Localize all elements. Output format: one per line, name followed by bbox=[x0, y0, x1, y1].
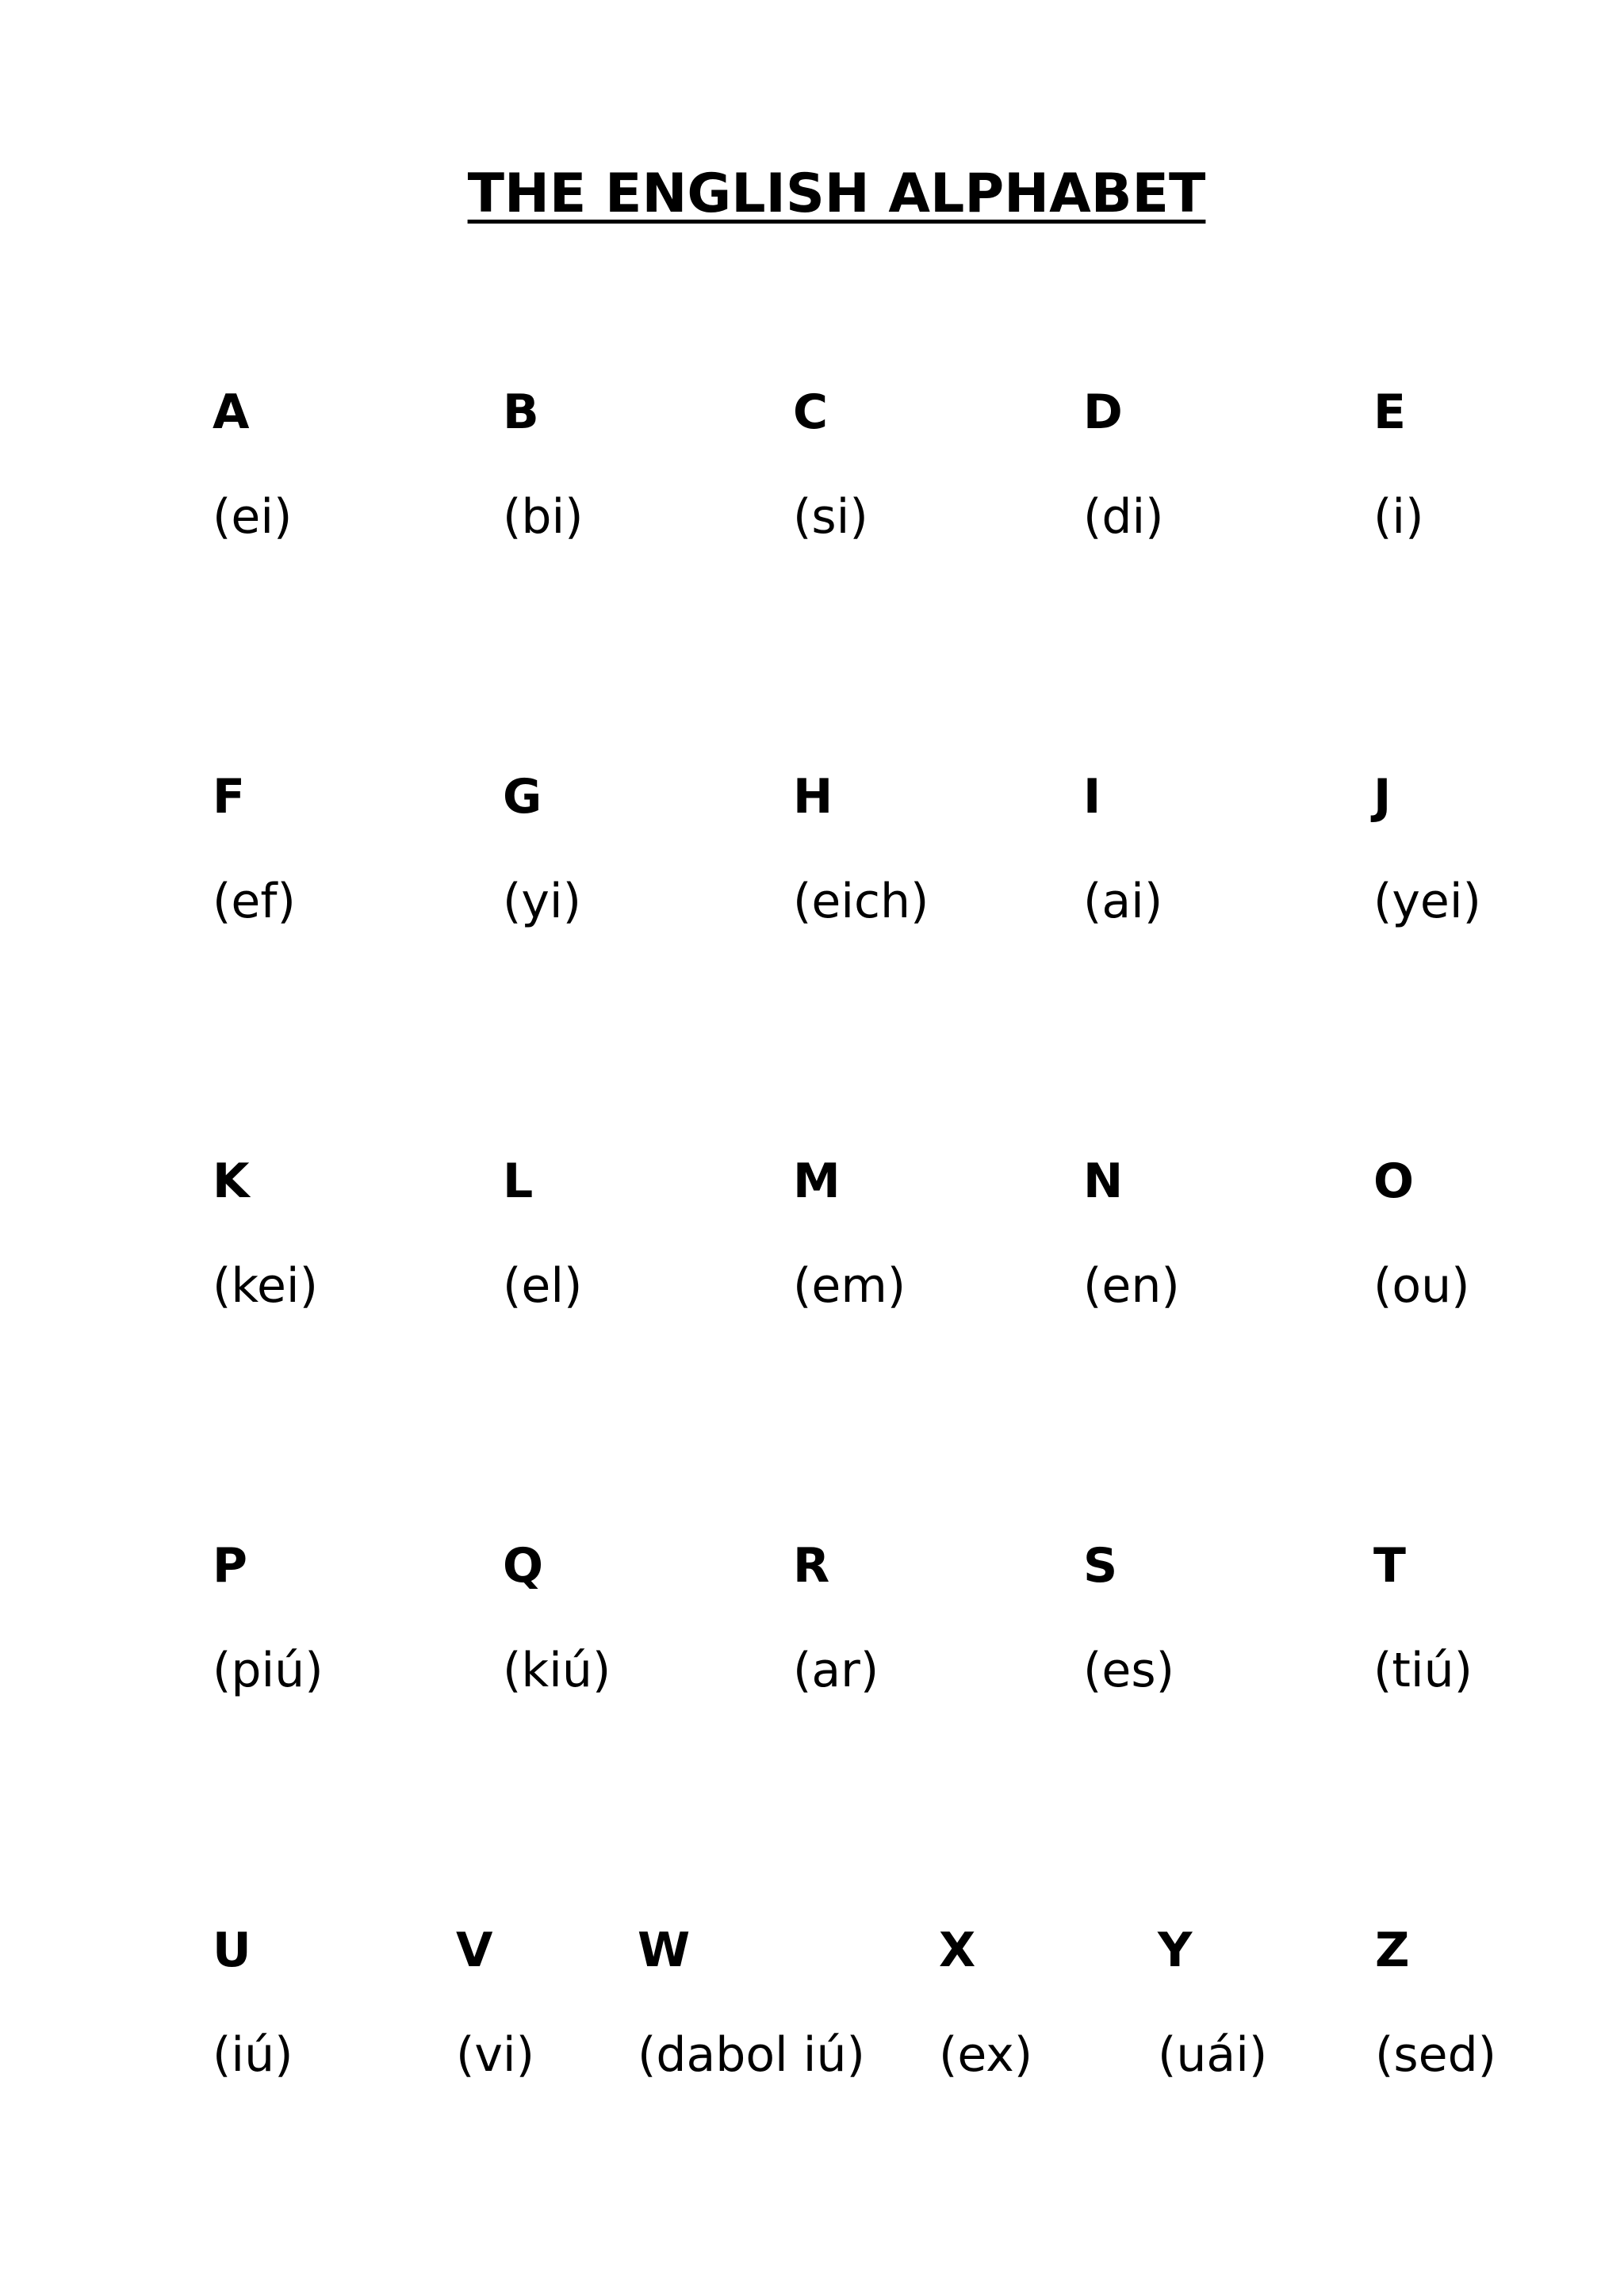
letter: Y bbox=[1158, 1923, 1193, 1978]
pronunciation: (el) bbox=[503, 1258, 583, 1314]
pronunciation: (ar) bbox=[793, 1643, 879, 1698]
letter: V bbox=[456, 1923, 493, 1978]
pronunciation: (di) bbox=[1083, 489, 1164, 545]
letter: A bbox=[213, 385, 250, 440]
pronunciation: (dabol iú) bbox=[638, 2027, 865, 2083]
letter: L bbox=[503, 1154, 534, 1209]
pronunciation: (kei) bbox=[213, 1258, 319, 1314]
pronunciation: (sed) bbox=[1375, 2027, 1497, 2083]
letter: I bbox=[1083, 769, 1101, 825]
letter: C bbox=[793, 385, 829, 440]
letter: Z bbox=[1375, 1923, 1410, 1978]
letter: Q bbox=[503, 1538, 544, 1594]
pronunciation: (i) bbox=[1373, 489, 1424, 545]
letter: T bbox=[1373, 1538, 1406, 1594]
alphabet-entry-m bbox=[793, 1154, 906, 1314]
alphabet-entry-r bbox=[793, 1538, 879, 1698]
alphabet-entry-s bbox=[1083, 1538, 1174, 1698]
pronunciation: (kiú) bbox=[503, 1643, 611, 1698]
letter: M bbox=[793, 1154, 841, 1209]
letter: H bbox=[793, 769, 833, 825]
pronunciation: (em) bbox=[793, 1258, 906, 1314]
letter: X bbox=[939, 1923, 976, 1978]
letter: N bbox=[1083, 1154, 1124, 1209]
page-title: THE ENGLISH ALPHABET bbox=[467, 163, 1206, 225]
alphabet-entry-p bbox=[213, 1538, 324, 1698]
pronunciation: (vi) bbox=[456, 2027, 534, 2083]
letter: W bbox=[638, 1923, 691, 1978]
letter: P bbox=[213, 1538, 247, 1594]
letter: S bbox=[1083, 1538, 1118, 1594]
alphabet-entry-a bbox=[213, 385, 292, 545]
pronunciation: (eich) bbox=[793, 874, 929, 929]
letter: O bbox=[1373, 1154, 1415, 1209]
alphabet-entry-d bbox=[1083, 385, 1164, 545]
alphabet-entry-f bbox=[213, 769, 296, 929]
alphabet-entry-l bbox=[503, 1154, 582, 1314]
alphabet-entry-e bbox=[1373, 385, 1424, 545]
alphabet-entry-k bbox=[213, 1154, 318, 1314]
pronunciation: (piú) bbox=[213, 1643, 324, 1698]
pronunciation: (es) bbox=[1083, 1643, 1174, 1698]
pronunciation: (ei) bbox=[213, 489, 293, 545]
alphabet-entry-u bbox=[213, 1923, 293, 2083]
letter: K bbox=[213, 1154, 250, 1209]
pronunciation: (tiú) bbox=[1373, 1643, 1473, 1698]
alphabet-entry-z bbox=[1375, 1923, 1496, 2083]
alphabet-entry-b bbox=[503, 385, 584, 545]
pronunciation: (iú) bbox=[213, 2027, 293, 2083]
pronunciation: (uái) bbox=[1158, 2027, 1268, 2083]
alphabet-entry-n bbox=[1083, 1154, 1180, 1314]
alphabet-entry-v bbox=[456, 1923, 534, 2083]
pronunciation: (ex) bbox=[939, 2027, 1033, 2083]
pronunciation: (ou) bbox=[1373, 1258, 1470, 1314]
letter: J bbox=[1373, 769, 1392, 825]
pronunciation: (ef) bbox=[213, 874, 296, 929]
letter: F bbox=[213, 769, 245, 825]
pronunciation: (yei) bbox=[1373, 874, 1481, 929]
letter: B bbox=[503, 385, 539, 440]
letter: R bbox=[793, 1538, 830, 1594]
letter: D bbox=[1083, 385, 1123, 440]
alphabet-entry-y bbox=[1158, 1923, 1267, 2083]
letter: G bbox=[503, 769, 542, 825]
alphabet-entry-c bbox=[793, 385, 868, 545]
alphabet-entry-q bbox=[503, 1538, 611, 1698]
pronunciation: (en) bbox=[1083, 1258, 1180, 1314]
pronunciation: (bi) bbox=[503, 489, 584, 545]
alphabet-entry-x bbox=[939, 1923, 1032, 2083]
alphabet-entry-j bbox=[1373, 769, 1481, 929]
pronunciation: (yi) bbox=[503, 874, 581, 929]
letter: E bbox=[1373, 385, 1406, 440]
alphabet-entry-w bbox=[638, 1923, 865, 2083]
alphabet-entry-o bbox=[1373, 1154, 1470, 1314]
pronunciation: (ai) bbox=[1083, 874, 1163, 929]
letter: U bbox=[213, 1923, 251, 1978]
alphabet-entry-g bbox=[503, 769, 581, 929]
alphabet-entry-t bbox=[1373, 1538, 1473, 1698]
pronunciation: (si) bbox=[793, 489, 868, 545]
alphabet-entry-i bbox=[1083, 769, 1162, 929]
alphabet-entry-h bbox=[793, 769, 929, 929]
